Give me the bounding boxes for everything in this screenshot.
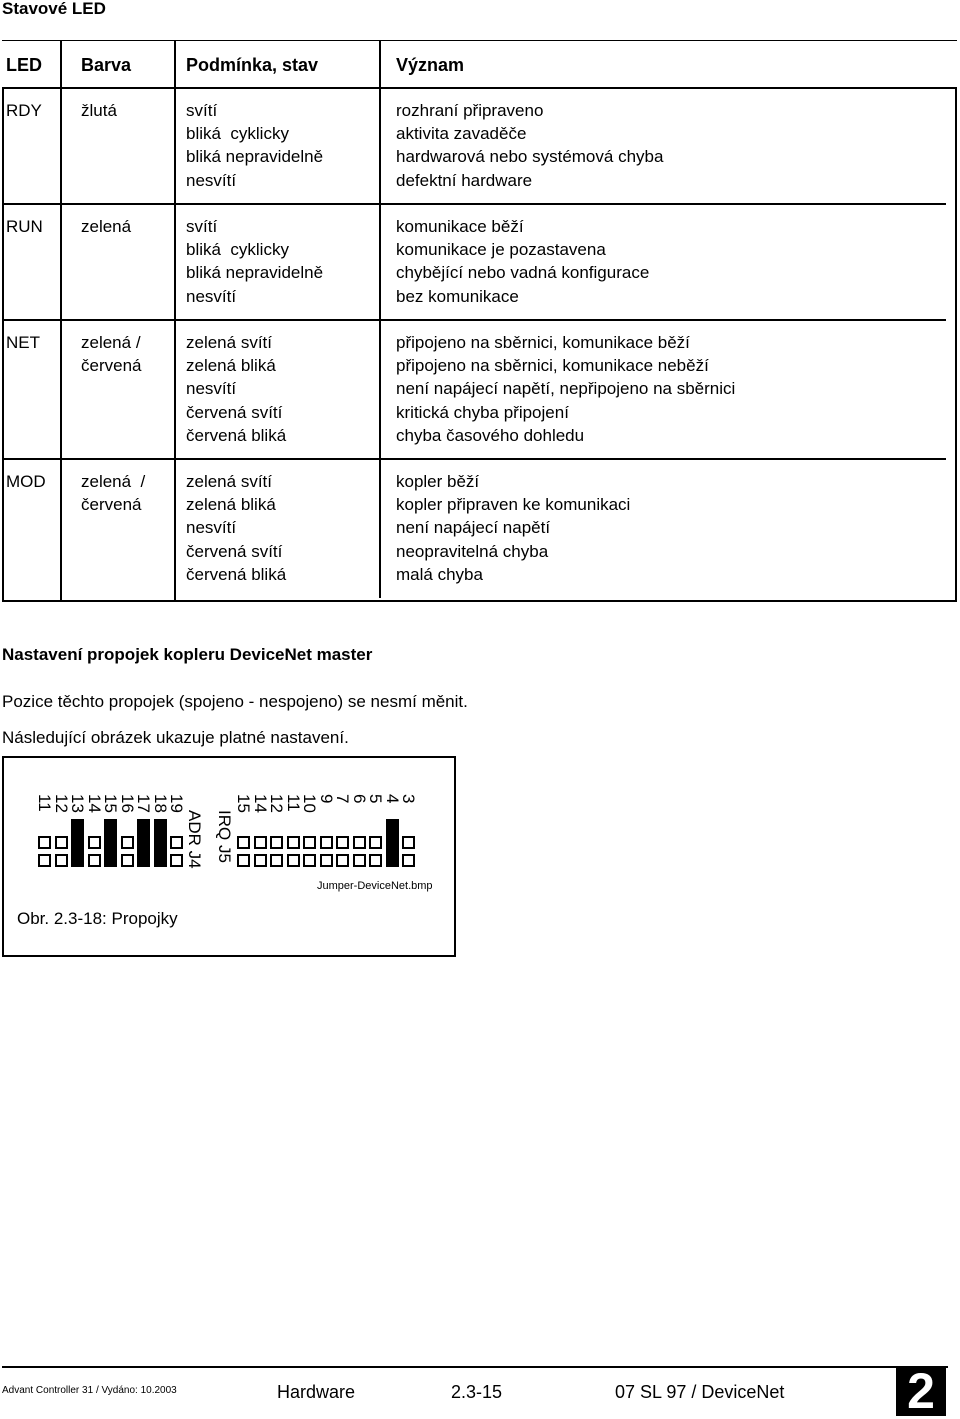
table-right-border: [955, 87, 957, 602]
jumper-pin-open: [402, 836, 415, 849]
jumper-block-name: ADR J4: [185, 810, 204, 869]
pin-label: 15: [101, 794, 120, 813]
state-line: bliká cyklicky: [186, 124, 289, 144]
meaning-line: defektní hardware: [396, 170, 533, 190]
jumper-pin-open: [38, 836, 51, 849]
meaning-line: připojeno na sběrnici, komunikace běží: [396, 333, 690, 352]
pin-label: 7: [333, 794, 352, 804]
state-line: bliká cyklicky: [186, 240, 289, 260]
meaning-line: komunikace běží: [396, 217, 524, 236]
jumper-pin-open: [336, 836, 349, 849]
footer-edition: Advant Controller 31 / Vydáno: 10.2003: [2, 1385, 177, 1396]
meaning-line: chybějící nebo vadná konfigurace: [396, 263, 650, 283]
meaning-line: kopler běží: [396, 472, 480, 491]
jumper-pin-open: [336, 854, 349, 867]
footer-rule: [2, 1366, 948, 1368]
led-name-rdy: RDY: [6, 101, 42, 120]
pin-label: 6: [349, 794, 369, 804]
jumper-pin-open: [369, 836, 382, 849]
jumper-pin-open: [254, 854, 267, 867]
pin-label: 17: [134, 794, 153, 813]
jumper-pin-open: [88, 836, 101, 849]
pin-label: 12: [267, 794, 286, 813]
column-divider: [379, 40, 381, 598]
jumper-pin-open: [121, 854, 134, 867]
led-color-net: [81, 331, 141, 377]
jumper-pin-open: [303, 854, 316, 867]
led-states-run: [186, 215, 323, 308]
column-divider: [60, 40, 62, 602]
state-line: červená bliká: [186, 564, 287, 584]
table-header-rule: [2, 87, 957, 89]
meaning-line: chyba časového dohledu: [396, 425, 585, 445]
pin-label: 10: [300, 794, 319, 813]
led-states-mod: [186, 470, 286, 586]
pin-label: 12: [51, 794, 71, 813]
jumper-pin-open: [121, 836, 134, 849]
row-separator: [2, 319, 946, 321]
jumper-pin-open: [38, 854, 51, 867]
meaning-line: neopravitelná chyba: [396, 541, 549, 561]
meaning-line: není napájecí napětí: [396, 518, 551, 538]
pin-label: 5: [366, 794, 385, 804]
meaning-line: komunikace je pozastavena: [396, 240, 606, 260]
jumper-pin-open: [237, 836, 250, 849]
paragraph: Pozice těchto propojek (spojeno - nespojeno) se nesmí měnit.: [2, 692, 468, 711]
footer-document: 07 SL 97 / DeviceNet: [615, 1382, 785, 1402]
column-divider: [174, 40, 176, 602]
color-line: žlutá: [81, 101, 117, 120]
jumper-pin-open: [270, 854, 283, 867]
led-color-run: [81, 215, 131, 238]
jumper-pin-open: [402, 854, 415, 867]
pin-label: 11: [283, 794, 303, 812]
color-line: zelená /: [81, 472, 146, 491]
row-separator: [2, 203, 946, 205]
state-line: zelená svítí: [186, 472, 272, 491]
state-line: nesvítí: [186, 518, 237, 538]
color-line: červená: [81, 356, 142, 376]
pin-label: 9: [316, 794, 336, 804]
jumper-closed: [386, 819, 399, 867]
pin-label: 4: [382, 794, 402, 804]
table-top-rule: [2, 40, 957, 41]
jumper-closed: [154, 819, 167, 867]
led-name-run: RUN: [6, 217, 43, 236]
meaning-line: hardwarová nebo systémová chyba: [396, 147, 664, 167]
jumper-pin-open: [287, 854, 300, 867]
header-condition: Podmínka, stav: [186, 55, 319, 75]
footer-page-number: 2.3-15: [451, 1382, 503, 1402]
state-line: zelená bliká: [186, 356, 276, 376]
state-line: červená bliká: [186, 425, 287, 445]
jumper-pin-open: [353, 854, 366, 867]
table-left-border: [2, 87, 4, 602]
jumper-pin-open: [303, 836, 316, 849]
color-line: zelená: [81, 217, 132, 236]
pin-label: 13: [68, 794, 87, 813]
meaning-line: kritická chyba připojení: [396, 402, 569, 422]
jumper-pin-open: [55, 836, 68, 849]
state-line: nesvítí: [186, 170, 237, 190]
jumper-pin-open: [287, 836, 300, 849]
meaning-line: aktivita zavaděče: [396, 124, 527, 144]
pin-label: 15: [234, 794, 253, 813]
jumper-pin-open: [270, 836, 283, 849]
pin-label: 11: [35, 794, 54, 812]
meaning-line: rozhraní připraveno: [396, 101, 544, 120]
jumper-pin-open: [353, 836, 366, 849]
state-line: nesvítí: [186, 379, 237, 399]
led-meanings-run: [396, 215, 649, 308]
jumper-closed: [71, 819, 84, 867]
led-states-rdy: [186, 99, 323, 192]
section-title-status-led: Stavové LED: [2, 0, 106, 18]
jumper-pin-open: [237, 854, 250, 867]
color-line: červená: [81, 495, 142, 515]
pin-label: 3: [399, 794, 418, 804]
state-line: zelená bliká: [186, 495, 276, 515]
meaning-line: připojeno na sběrnici, komunikace neběží: [396, 356, 709, 376]
led-meanings-rdy: [396, 99, 663, 192]
jumper-block-name: IRQ J5: [215, 810, 234, 863]
meaning-line: kopler připraven ke komunikaci: [396, 495, 631, 515]
header-led: LED: [6, 55, 42, 75]
led-name-mod: MOD: [6, 472, 46, 491]
jumper-pin-open: [55, 854, 68, 867]
paragraph: Následující obrázek ukazuje platné nastavení.: [2, 728, 349, 747]
pin-label: 14: [250, 794, 270, 813]
header-color: Barva: [81, 55, 132, 75]
led-states-net: [186, 331, 286, 447]
led-color-rdy: [81, 99, 117, 122]
pin-label: 18: [150, 794, 170, 813]
jumper-closed: [104, 819, 117, 867]
footer-section: Hardware: [277, 1382, 356, 1402]
jumper-pin-open: [369, 854, 382, 867]
jumper-figure: [2, 756, 456, 957]
led-meanings-mod: [396, 470, 630, 586]
figure-caption: Obr. 2.3-18: Propojky: [17, 909, 178, 928]
table-bottom-rule: [2, 600, 957, 602]
led-name-net: NET: [6, 333, 40, 352]
state-line: svítí: [186, 101, 218, 120]
state-line: svítí: [186, 217, 218, 236]
pin-label: 14: [84, 794, 104, 813]
jumper-pin-open: [254, 836, 267, 849]
color-line: zelená /: [81, 333, 141, 352]
chapter-badge: [896, 1363, 946, 1419]
jumper-pin-open: [320, 836, 333, 849]
state-line: bliká nepravidelně: [186, 147, 324, 167]
state-line: červená svítí: [186, 402, 283, 422]
jumper-closed: [137, 819, 150, 867]
state-line: nesvítí: [186, 286, 237, 306]
jumper-pin-open: [320, 854, 333, 867]
state-line: bliká nepravidelně: [186, 263, 324, 283]
meaning-line: malá chyba: [396, 564, 483, 584]
meaning-line: bez komunikace: [396, 286, 519, 306]
meaning-line: není napájecí napětí, nepřipojeno na sběrnici: [396, 379, 736, 399]
jumper-pin-open: [170, 854, 183, 867]
jumper-pin-open: [170, 836, 183, 849]
row-separator: [2, 458, 946, 460]
figure-filename: Jumper-DeviceNet.bmp: [317, 880, 433, 892]
state-line: červená svítí: [186, 541, 283, 561]
pin-label: 19: [167, 794, 186, 813]
state-line: zelená svítí: [186, 333, 272, 352]
section-title-jumpers: Nastavení propojek kopleru DeviceNet master: [2, 645, 373, 664]
pin-label: 16: [117, 794, 137, 813]
header-meaning: Význam: [396, 55, 465, 75]
led-meanings-net: [396, 331, 735, 447]
jumper-pin-open: [88, 854, 101, 867]
led-color-mod: [81, 470, 145, 516]
chapter-number: 2: [907, 1363, 935, 1419]
